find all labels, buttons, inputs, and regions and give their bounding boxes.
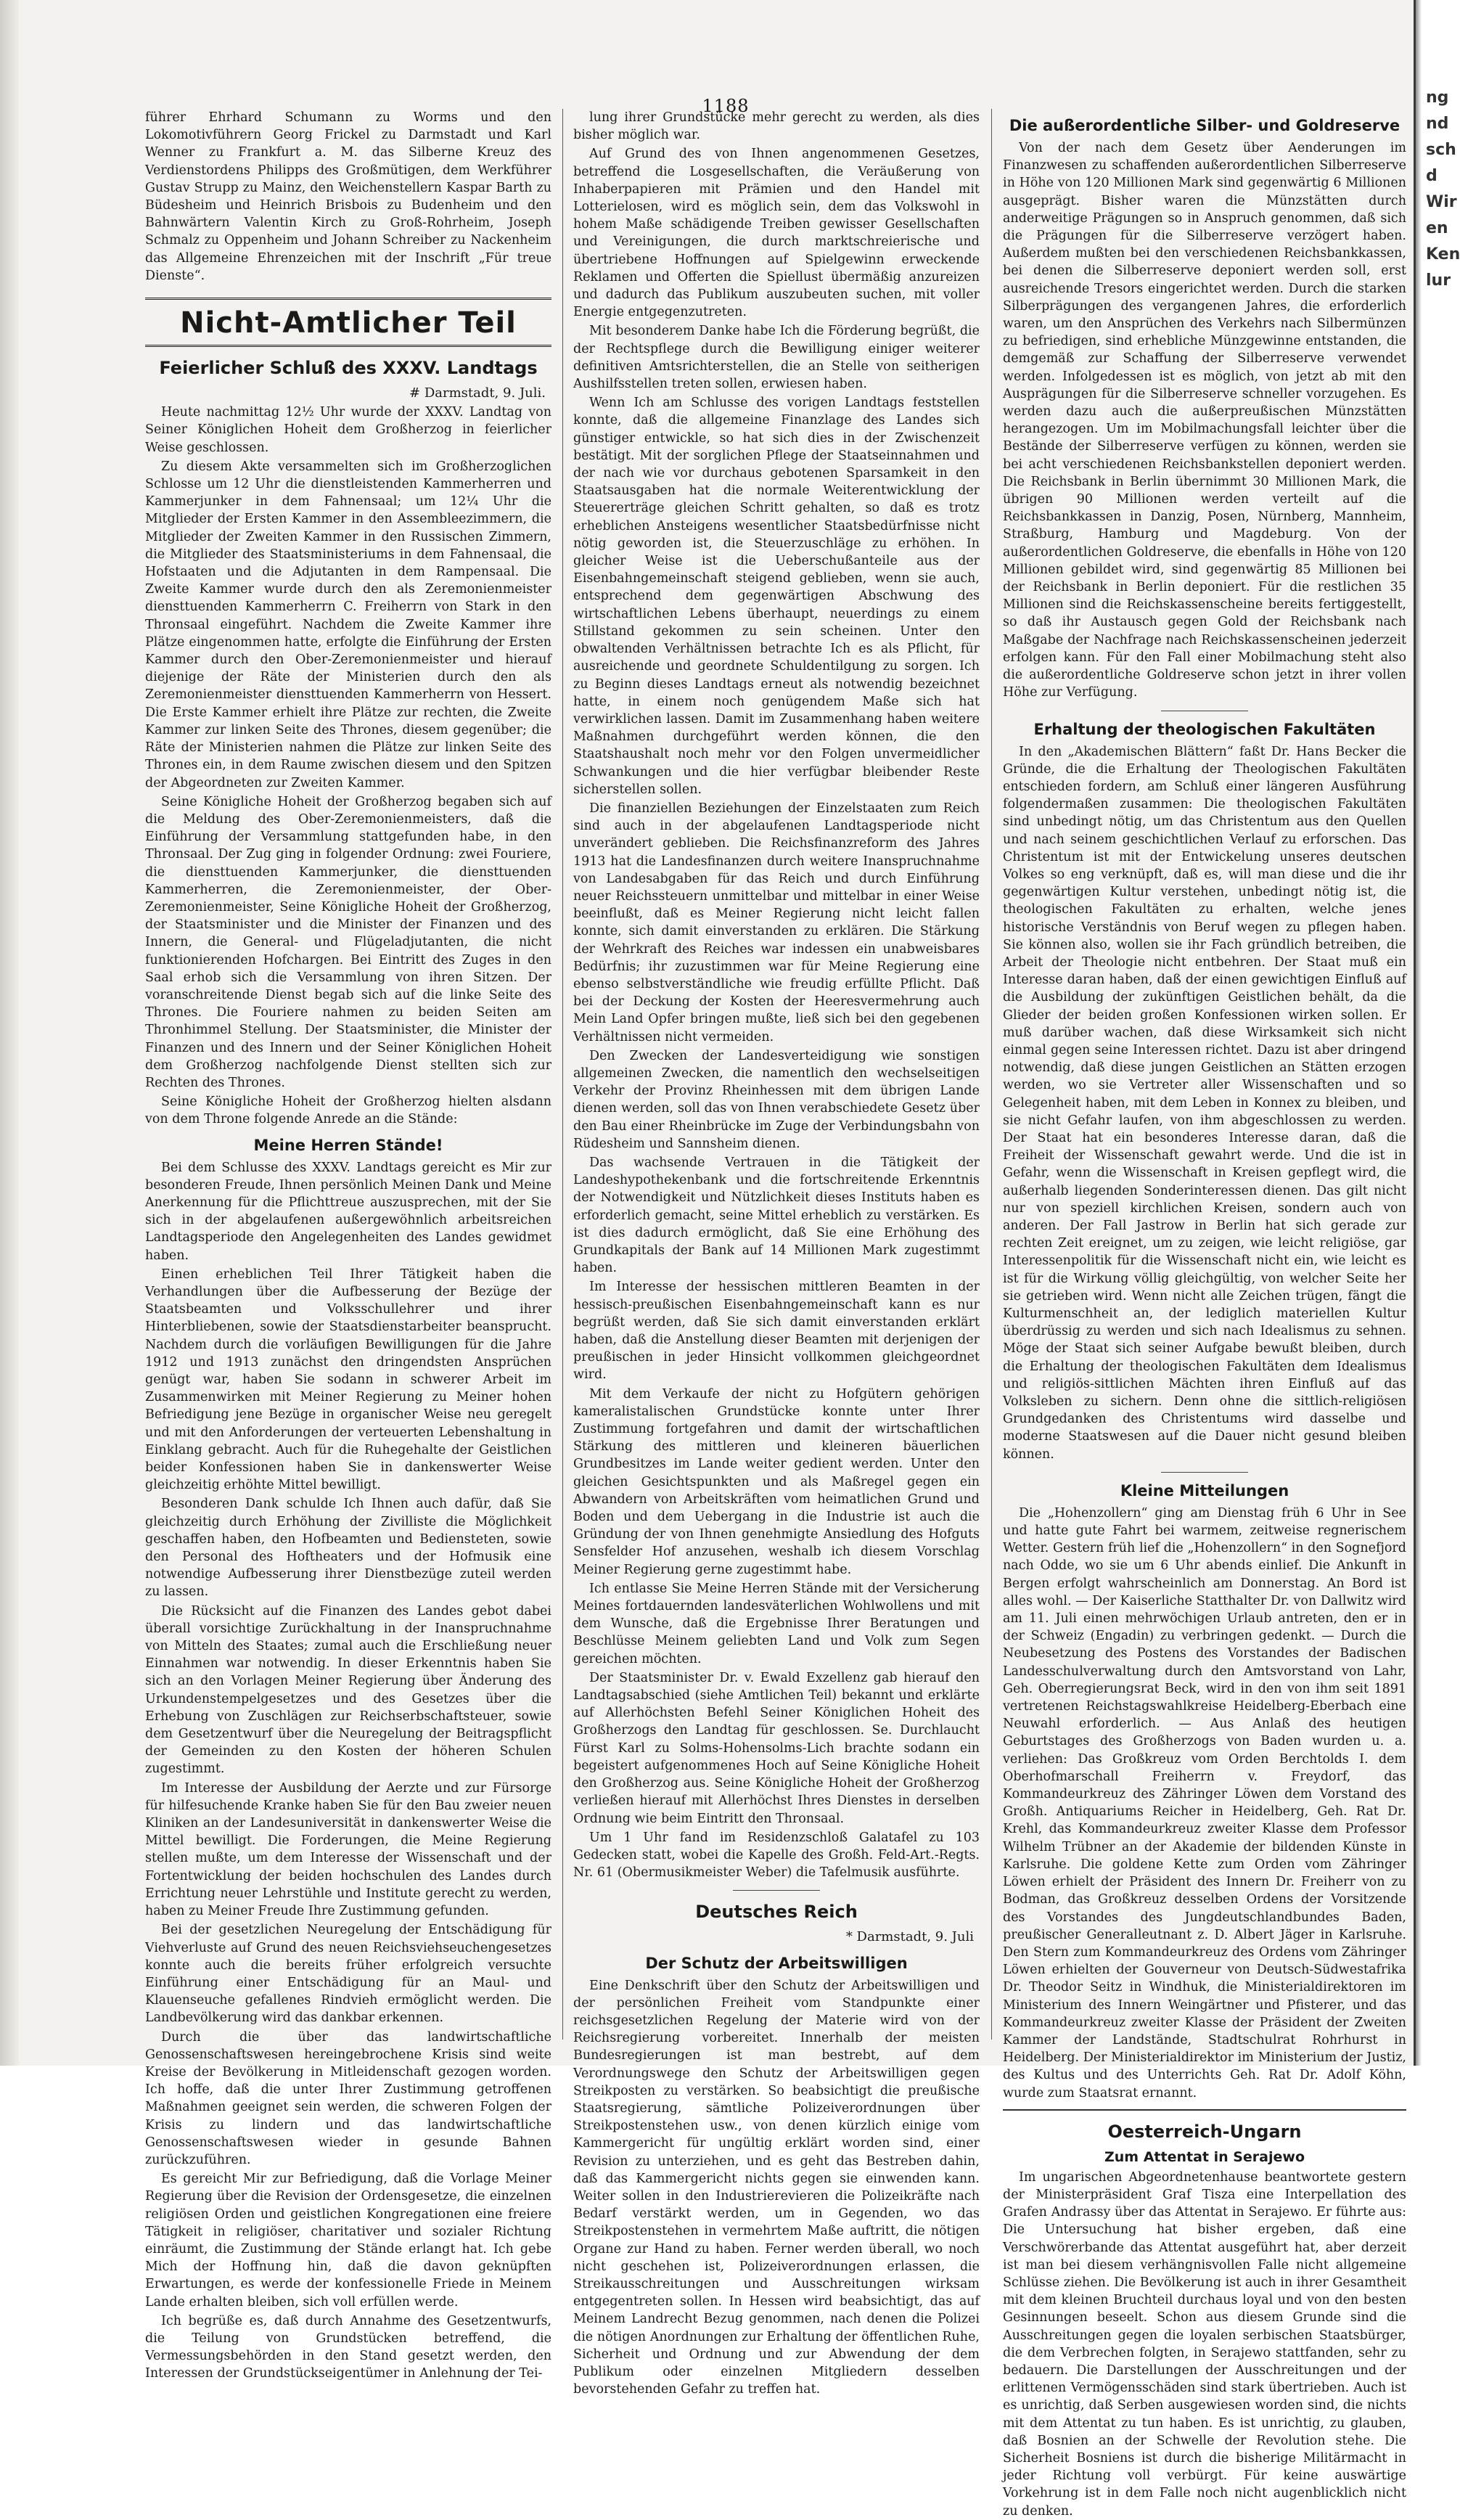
article-body-arbeitswillige: [573, 1977, 980, 2399]
article-headline-mitteilungen: Kleine Mitteilungen: [1120, 1481, 1289, 1500]
paragraph: Den Zwecken der Landesverteidigung wie sonstigen allgemeinen Zwecken, die namentlich den wechselseitigen Verkehr der Provinz Rheinhessen mit dem übrigen Lande dienen werden, soll das von Ihnen verabschiedete Gesetz über den Bau einer Rheinbrücke im Zuge der Verbindungsbahn von Rüdesheim und Sannsheim dienen.: [573, 1048, 980, 1151]
paragraph: Wenn Ich am Schlusse des vorigen Landtags feststellen konnte, daß die allgemeine Finanzlage des Landes sich günstiger entwickle, so hat sich dies in der Zwischenzeit bestätigt. Mit der sorglichen Pflege der Staatseinnahmen und der nach wie vor durchaus gebotenen Sparsamkeit in den Staatsausgaben hat die normale Weiterentwicklung der Steuererträge gleichen Schritt gehalten, so daß es trotz erheblichen Ansteigens wesentlicher Staatsbedürfnisse nicht nötig geworden ist, die Steuerzuschläge zu erhöhen. In gleicher Weise ist die Ueberschußanteile aus der Eisenbahngemeinschaft steigend geblieben, wenn sie auch, entsprechend dem gegenwärtigen Abschwung des wirtschaftlichen Lebens überhaupt, neuerdings zu einem Stillstand gekommen zu sein scheinen. Unter den obwaltenden Verhältnissen betrachte Ich es als Pflicht, für ausreichende und geordnete Schuldentilgung zu sorgen. Ich zu Beginn dieses Landtags erneut als notwendig bezeichnet hatte, in einem noch genügendem Maße sich hat verwirklichen lassen. Damit im Zusammenhang haben weitere Maßnahmen durchgeführt werden können, die den Staatshaushalt noch mehr vor den Folgen unvermeidlicher Schwankungen und die hier verfügbar bleibender Reste sicherstellen sollen.: [573, 396, 980, 797]
edge-fragment: sch: [1426, 141, 1456, 159]
article-body-reserve: [1003, 139, 1406, 702]
article-body-fakultaeten: [1003, 743, 1406, 1463]
speech-subhead: Meine Herren Stände!: [253, 1136, 443, 1154]
adjacent-page-fragments: [1426, 87, 1460, 296]
paragraph: Eine Denkschrift über den Schutz der Arbeitswilligen und der persönlichen Freiheit vom Standpunkte einer reichsgesetzlichen Regelung der Materie wird von der Reichsregierung vorbereitet. Innerhalb der meisten Bundesregierungen ist man bestrebt, auf dem Verordnungswege den Schutz der Arbeitswilligen gegen Streikposten zu verstärken. So beabsichtigt die preußische Staatsregierung, sämtliche Polizeiverordnungen über Streikpostenstehen usw., von denen kürzlich einige vom Kammergericht für ungültig erklärt worden sind, einer Revision zu unterziehen, und es geht das Bestreben dahin, daß das Kammergericht nichts gegen sie einwenden kann. Weiter sollen in den Industrierevieren die Polizeikräfte nach Bedarf verstärkt werden, um in Gegenden, wo das Streikpostenstehen in vermehrtem Maße auftritt, die nötigen Organe zur Hand zu haben. Ferner werden überall, wo noch nicht geschehen ist, Polizeiverordnungen erlassen, die Streikausschreitungen und Ausschreitungen wirksam entgegentreten sollen. In Hessen wird beabsichtigt, das auf Meinem Landrecht Bezug genommen, nach denen die Polizei die nötigen Anordnungen zur Erhaltung der öffentlichen Ruhe, Sicherheit und Ordnung und zur Abwendung der dem Publikum oder einzelnen Mitgliedern desselben bevorstehenden Gefahr zu treffen hat.: [573, 1978, 980, 2397]
paragraph: Heute nachmittag 12½ Uhr wurde der XXXV. Landtag von Seiner Königlichen Hoheit dem Großherzog in feierlicher Weise geschlossen.: [145, 405, 551, 455]
paragraph: Auf Grund des von Ihnen angenommenen Gesetzes, betreffend die Losgesellschaften, die Veräußerung von Inhaberpapieren mit Prämien und den Handel mit Lotterielosen, wird es möglich sein, dem das Volkswohl in hohem Maße schädigende Treiben gewisser Gesellschaften und Vereinigungen, die durch marktschreierische und übertriebene Hoffnungen auf Spielgewinn erweckende Reklamen und Offerten die Spiellust übermäßig anzureizen und dadurch das Publikum auszubeuten suchen, mit voller Energie entgegenzutreten.: [573, 147, 980, 320]
article-headline-arbeitswillige: Der Schutz der Arbeitswilligen: [645, 1954, 908, 1972]
edge-fragment: en: [1426, 219, 1448, 237]
column-1: [145, 109, 551, 2381]
speech-body: [145, 1159, 551, 2383]
paragraph: Seine Königliche Hoheit der Großherzog hielten alsdann von dem Throne folgende Anrede an die Stände:: [145, 1095, 551, 1127]
paragraph: Es gereicht Mir zur Befriedigung, daß die Vorlage Meiner Regierung über die Revision der Ordensgesetze, die einzelnen religiösen Orden und geistlichen Kongregationen eine freiere Tätigkeit in religiöser, charitativer und sozialer Richtung einräumt, die Zustimmung der Stände erlangt hat. Ich gebe Mich der Hoffnung hin, daß die davon geknüpften Erwartungen, es werde der konfessionelle Friede in Meinem Lande erhalten bleiben, sich voll erfüllen werde.: [145, 2172, 551, 2310]
paragraph: Im Interesse der Ausbildung der Aerzte und zur Fürsorge für hilfesuchende Kranke haben Sie für den Bau zweier neuen Kliniken an der Landesuniversität in dankenswerter Weise die Mittel bewilligt. Die Forderungen, die Meine Regierung stellen mußte, um dem Interesse der Wissenschaft und der Fortentwicklung der beiden hochschulen des Landes durch Errichtung neuer Lehrstühle und Institute gerecht zu werden, haben zu Meiner Freude Ihre Zustimmung gefunden.: [145, 1780, 551, 1919]
article-body-mitteilungen: [1003, 1505, 1406, 2102]
column-3: [1003, 109, 1406, 2519]
dateline: * Darmstadt, 9. Juli: [845, 1929, 974, 1945]
paragraph: Ich entlasse Sie Meine Herren Stände mit der Versicherung Meines fortdauernden landesväterlichen Wohlwollens und mit dem Wunsche, daß die Ergebnisse Ihrer Beratungen und Beschlüsse Meinem geliebten Land und Volk zum Segen gereichen möchten.: [573, 1581, 980, 1666]
edge-fragment: nd: [1426, 115, 1449, 133]
edge-fragment: Wir: [1426, 193, 1457, 211]
paragraph: Die finanziellen Beziehungen der Einzelstaaten zum Reich sind auch in der abgelaufenen Landtagsperiode nicht unverändert geblieben. Die Reichsfinanzreform des Jahres 1913 hat die Landesfinanzen durch weitere Inanspruchnahme von Landesabgaben für das Reich und durch Einführung neuer Reichssteuern unmittelbar und mittelbar in einer Weise beeinflußt, daß es Meiner Regierung nicht leicht fallen konnte, sich damit einverstanden zu erklären. Die Stärkung der Wehrkraft des Reiches war indessen ein unabweisbares Bedürfnis; ihr zuzustimmen war für Meine Regierung eine ebenso selbstverständliche wie freudig erfüllte Pflicht. Daß bei der Deckung der Kosten der Heeresvermehrung auch Mein Land Opfer bringen mußte, ließ sich bei den gegebenen Verhältnissen nicht vermeiden.: [573, 801, 980, 1044]
column-2: [573, 109, 980, 2397]
divider-rule: [1003, 2109, 1406, 2111]
article-headline-landtag: Feierlicher Schluß des XXXV. Landtags: [159, 358, 538, 379]
paragraph: Mit dem Verkaufe der nicht zu Hofgütern gehörigen kameralistalischen Grundstücke konnte unter Ihrer Zustimmung fortgefahren und damit der wirtschaftlichen Stärkung des mittleren und kleineren bäuerlichen Grundbesitzes im Lande weiter gedient werden. Unter den gleichen Gesichtspunkten und als Maßregel gegen ein Abwandern von Arbeitskräften vom heimatlichen Grund und Boden und dem Uebergang in die Industrie ist auch die Gründung der von Ihnen genehmigte Ansiedlung des Hofguts Sensfelder Hof anzusehen, weshalb ich diesem Vorschlag Meiner Regierung gerne zugestimmt habe.: [573, 1386, 980, 1577]
adjacent-page-edge: [1414, 0, 1460, 2066]
paragraph: Im ungarischen Abgeordnetenhause beantwortete gestern der Ministerpräsident Graf Tisza eine Interpellation des Grafen Andrassy über das Attentat in Serajewo. Er führte aus: Die Untersuchung hat bisher ergeben, daß eine Verschwörerbande das Attentat ausgeführt hat, aber derzeit ist man bei diesem verhängnisvollen Falle nicht allgemeine Schlüsse ziehen. Die Bevölkerung ist auch in ihrer Gesamtheit mit dem kleinen Bruchteil durchaus loyal und von den besten Gesinnungen beseelt. Schon aus diesem Grunde sind die Ausschreitungen gegen die loyalen serbischen Staatsbürger, die dem Verbrechen folgten, in Serajewo stattfanden, sehr zu bedauern. Die Darstellungen der Ausschreitungen und der erlittenen Vermögensschäden sind stark übertrieben. Auch ist es unrichtig, daß Serben ausgewiesen worden sind, die nichts mit dem Attentat zu tun haben. Es ist unrichtig, zu glauben, daß Bosnien an der Schwelle der Revolution stehe. Die Sicherheit Bosniens ist durch die bisherige Militärmacht in jeder Richtung voll verbürgt. Für keine auswärtige Vorkehrung ist in dem Falle noch nicht augenblicklich nicht zu denken.: [1003, 2169, 1406, 2519]
paragraph: Einen erheblichen Teil Ihrer Tätigkeit haben die Verhandlungen über die Aufbesserung der Bezüge der Staatsbeamten und Volksschullehrer und ihrer Hinterbliebenen, sowie der Staatsdienstarbeiter beansprucht. Nachdem durch die vorläufigen Bewilligungen für die Jahre 1912 und 1913 zunächst den dringendsten Ansprüchen genügt war, haben Sie sodann in schwerer Arbeit im Zusammenwirken mit Meiner Regierung zu Meiner hohen Befriedigung jene Bezüge in organischer Weise neu geregelt und mit den Anforderungen der verteuerten Lebenshaltung in Einklang gebracht. Auch für die Ruhegehalte der Geistlichen beider Konfessionen haben Sie in dankenswerter Weise gleichzeitig erhöhte Mittel bewilligt.: [145, 1267, 551, 1493]
column-divider: [991, 109, 992, 2040]
section-title-oesterreich: Oesterreich-Ungarn: [1107, 2121, 1302, 2142]
paragraph: Das wachsende Vertrauen in die Tätigkeit der Landeshypothekenbank und die fortschreitende Erkenntnis der Notwendigkeit und Nützlichkeit dieses Instituts haben es erforderlich gemacht, seine Mittel erheblich zu verstärken. Es ist dies dadurch ermöglicht, daß Sie eine Erhöhung des Grundkapitals der Bank auf 14 Millionen Mark zugestimmt haben.: [573, 1155, 980, 1276]
paragraph: Von der nach dem Gesetz über Aenderungen im Finanzwesen zu schaffenden außerordentlichen Silberreserve in Höhe von 120 Millionen Mark sind gegenwärtig 6 Millionen ausgeprägt. Bisher waren die Münzstätten durch anderweitige Prägungen so in Anspruch genommen, daß sich die Prägungen für die Silberreserve verzögert haben. Außerdem mußten bei den verschiedenen Reichsbankkassen, bei denen die Silberreserve deponiert werden soll, erst ausreichende Tresors eingerichtet werden. Durch die starken Silberprägungen des vergangenen Jahres, die erforderlich waren, um den Ansprüchen des Verkehrs nach Silbermünzen zu befriedigen, sind erhebliche Münzgewinne entstanden, die demgemäß zur Schaffung der Silberreserve verwendet werden. Infolgedessen ist es möglich, von jetzt ab mit den Ausprägungen für die Silberreserve schneller vorzugehen. Es werden dazu auch die außerpreußischen Münzstätten herangezogen. Um im Mobilmachungsfall leichter über die Bestände der Silberreserve verfügen zu können, werden sie bei acht verschiedenen Reichsbankstellen deponiert werden. Die Reichsbank in Berlin übernimmt 30 Millionen Mark, die übrigen 90 Millionen werden verteilt auf die Reichsbankkassen in Danzig, Posen, Nürnberg, Mannheim, Straßburg, Hamburg und Magdeburg. Von der außerordentlichen Goldreserve, die ebenfalls in Höhe von 120 Millionen gebildet wird, sind gegenwärtig 85 Millionen bei der Reichsbank in Berlin deponiert. Für die restlichen 35 Millionen sind die Reichskassenscheine bereits fertiggestellt, so daß ihr Austausch gegen Gold der Reichsbank nach Maßgabe der Nachfrage nach Reichskassenscheinen jederzeit erfolgen kann. Für den Fall einer Mobilmachung steht also die außerordentliche Goldreserve schon jetzt in ihrer vollen Höhe zur Verfügung.: [1003, 141, 1406, 700]
column-divider: [562, 109, 563, 2040]
paragraph: Besonderen Dank schulde Ich Ihnen auch dafür, daß Sie gleichzeitig durch Erhöhung der Zivilliste die Möglichkeit geschaffen haben, den Hofbeamten und Bediensteten, sowie den Personal des Hoftheaters und der Hofmusik eine notwendige Aufbesserung ihrer Dienstbezüge zuteil werden zu lassen.: [145, 1497, 551, 1600]
section-banner: Nicht-Amtlicher Teil: [145, 298, 551, 347]
paragraph: Der Staatsminister Dr. v. Ewald Exzellenz gab hierauf den Landtagsabschied (siehe Amtlichen Teil) bekannt und erklärte auf Allerhöchsten Befehl Seiner Königlichen Hoheit des Großherzogs den Landtag für geschlossen. Se. Durchlaucht Fürst Karl zu Solms-Hohensolms-Lich brachte sodann ein begeistert aufgenommenes Hoch auf Seine Königliche Hoheit den Großherzog aus. Seine Königliche Hoheit der Großherzog verließen hierauf mit Allerhöchst Ihres Dienstes in derselben Ordnung wie beim Eintritt den Thronsaal.: [573, 1670, 980, 1826]
paragraph: Bei der gesetzlichen Neuregelung der Entschädigung für Viehverluste auf Grund des neuen Reichsviehseuchengesetzes konnte auch die bereits früher erfolgreich versuchte Einführung einer Entschädigung für an Maul- und Klauenseuche gefallenes Rindvieh ermöglicht werden. Die Landbevölkerung wird das dankbar erkennen.: [145, 1923, 551, 2026]
article-headline-fakultaeten: Erhaltung der theologischen Fakultäten: [1033, 720, 1376, 738]
speech-continuation: [573, 109, 980, 1881]
column-1-intro: führer Ehrhard Schumann zu Worms und den Lokomotivführern Georg Frickel zu Darmstadt und Karl Wenner zu Frankfurt a. M. das Silberne Kreuz des Verdienstordens Philipps des Großmütigen, dem Werkführer Gustav Strupp zu Mainz, den Weichenstellern Kaspar Barth zu Büdesheim und Heinrich Brisbois zu Budenheim und den Bahnwärtern Valentin Kirch zu Groß-Rohrheim, Joseph Schmalz zu Oppenheim und Johann Schreiber zu Nackenheim das Allgemeine Ehrenzeichen mit der Inschrift „Für treue Dienste“.: [145, 110, 551, 283]
divider-rule: [733, 1890, 820, 1891]
paragraph: Zu diesem Akte versammelten sich im Großherzoglichen Schlosse um 12 Uhr die dienstleistenden Kammerherren und Kammerjunker in dem Fahnensaal; um 12¼ Uhr die Mitglieder der Ersten Kammer in den Assembleezimmern, die Mitglieder der Zweiten Kammer in den Russischen Zimmern, die Mitglieder des Staatsministeriums in dem Fahnensaal, die Hofstaaten und die Adjutanten in dem Rampensaal. Die Zweite Kammer wurde durch den als Zeremonienmeister diensttuenden Kammerherrn C. Freiherrn von Stark in den Thronsaal eingeführt. Nachdem die Zweite Kammer ihre Plätze eingenommen hatte, erfolgte die Einführung der Ersten Kammer durch den Ober-Zeremonienmeister und hierauf diejenige der Räte der Ministerien durch den als Zeremonienmeister diensttuenden Kammerherrn von Hessert. Die Erste Kammer erhielt ihre Plätze zur rechten, die Zweite Kammer zur linken Seite des Thrones, diesem gegenüber; die Räte der Ministerien nahmen die Plätze zur linken Seite des Thrones ein, in dem Raume zwischen diesem und den Spitzen der Abgeordneten zur Zweiten Kammer.: [145, 459, 551, 790]
edge-fragment: lur: [1426, 271, 1451, 290]
section-title-deutsches-reich: Deutsches Reich: [695, 1902, 858, 1923]
edge-fragment: d: [1426, 167, 1438, 185]
paragraph: Bei dem Schlusse des XXXV. Landtags gereicht es Mir zur besonderen Freude, Ihnen persönlich Meinen Dank und Meine Anerkennung für die Pflichttreue auszusprechen, mit der Sie sich in der abgelaufenen außergewöhnlich arbeitsreichen Landtagsperiode den Angelegenheiten des Landes gewidmet haben.: [145, 1160, 551, 1263]
paragraph: In den „Akademischen Blättern“ faßt Dr. Hans Becker die Gründe, die die Erhaltung der Theologischen Fakultäten entschieden fordern, am Schluß einer längeren Ausführung folgendermaßen zusammen: Die theologischen Fakultäten sind unbedingt nötig, um das Christentum aus den Quellen und nach seinem geschichtlichen Verlauf zu erforschen. Das Christentum ist mit der Entwickelung unseres deutschen Volkes so eng verknüpft, daß es, will man diese und die ihr gegenwärtigen Kultur verstehen, unbedingt nötig ist, die theologischen Fakultäten zu erhalten, welche jenes historische Verständnis von Beruf wegen zu pflegen haben. Sie können also, wollen sie ihr Fach gründlich betreiben, die Arbeit der Theologie nicht entbehren. Der Staat muß ein Interesse daran haben, daß der einen gewichtigen Einfluß auf die Ausbildung der zukünftigen Geistlichen behält, da die Glieder der beiden großen Konfessionen wirken sollen. Er muß darüber wachen, daß diese Wirksamkeit sich nicht einmal gegen seine Interessen richtet. Dazu ist aber dringend notwendig, daß diese jungen Geistlichen an Stätten erzogen werden, wo sie Vertreter aller Wissenschaften und so Gelegenheit haben, mit dem Leben in Konnex zu bleiben, und sie nicht Gefahr laufen, von ihm abgeschlossen zu werden. Der Staat hat ein besonderes Interesse daran, daß die Freiheit der Wissenschaft gewahrt werde. Und die ist in Gefahr, wenn die Wissenschaft in Kreisen gepflegt wird, die außerhalb liegenden Sonderinteressen dienen. Das gilt nicht nur von speziell kirchlichen Kreisen, sondern auch von anderen. Der Fall Jastrow in Berlin hat sich gerade zur rechten Zeit ereignet, um zu zeigen, wie leicht religiöse, gar Interessenpolitik für die Wissenschaft nicht ein, wie leicht es ist für die Wirkung völlig gleichgültig, von welcher Seite her sie getrieben wird. Wenn nicht alle Zeichen trügen, fängt die Kulturmenschheit an, der lediglich materiellen Kultur überdrüssig zu werden und sich nach Idealismus zu sehnen. Möge der Staat sich seiner Aufgabe bewußt bleiben, durch die Erhaltung der theologischen Fakultäten dem Idealismus und religiös-sittlichen Mächten ihren Einfluß auf das Volksleben zu sichern. Denn ohne die sittlich-religiösen Grundgedanken des Christentums wird dasselbe und moderne Staatswesen auf die Dauer nicht gesund bleiben können.: [1003, 744, 1406, 1462]
paragraph: Im Interesse der hessischen mittleren Beamten in der hessisch-preußischen Eisenbahngemeinschaft kann es nur begrüßt werden, daß Sie sich damit einverstanden erklärt haben, daß die Anstellung dieser Beamten mit derjenigen der preußischen in jeder Hinsicht vollkommen gleichgeordnet wird.: [573, 1280, 980, 1383]
paragraph: Die „Hohenzollern“ ging am Dienstag früh 6 Uhr in See und hatte gute Fahrt bei warmem, zeitweise regnerischem Wetter. Gestern früh lief die „Hohenzollern“ in den Sognefjord nach Odde, wo sie um 6 Uhr abends einlief. Die Ankunft in Bergen erfolgt wahrscheinlich am Donnerstag. An Bord ist alles wohl. — Der Kaiserliche Statthalter Dr. von Dallwitz wird am 11. Juli einen mehrwöchigen Urlaub antreten, den er in der Schweiz (Engadin) zu verbringen gedenkt. — Durch die Neubesetzung des Postens des Vorstandes der Badischen Landesschulverwaltung durch den Amtsvorstand von Lahr, Geh. Oberregierungsrat Beck, wird in den von ihm seit 1891 vertretenen Reichstagswahlkreise Heidelberg-Eberbach eine Neuwahl erforderlich. — Aus Anlaß des heutigen Geburtstages des Großherzogs von Baden wurden u. a. verliehen: Das Großkreuz vom Orden Berchtolds I. dem Oberhofmarschall Freiherrn v. Freydorf, das Kommandeurkreuz des Zähringer Löwen dem Vorstand des Großh. Antiquariums Reicher in Heidelberg, Geh. Rat Dr. Krehl, das Kommandeurkreuz zweiter Klasse dem Professor Wilhelm Trübner an der Akademie der bildenden Künste in Karlsruhe. Die goldene Kette zum Orden vom Zähringer Löwen erhielt der Präsident des Innern Dr. Freiherr von zu Bodman, das Großkreuz desselben Ordens der Vorsitzende des Vorstandes des Jungdeutschlandbundes Baden, preußischer Generalleutnant z. D. Albert Jäger in Karlsruhe. Den Stern zum Kommandeurkreuz des Ordens vom Zähringer Löwen erhielten der Gouverneur von Deutsch-Südwestafrika Dr. Theodor Seitz in Windhuk, die Ministerialdirektoren im Ministerium des Innern Weingärtner und Pfisterer, und das Kommandeurkreuz zweiter Klasse der Präsident der Zweiten Kammer der Landstände, Stadtschulrat Rohrhurst in Heidelberg. Der Ministerialdirektor im Ministerium der Justiz, des Kultus und des Unterrichts Geh. Rat Dr. Adolf Köhn, wurde zum Staatsrat ernannt.: [1003, 1505, 1406, 2100]
divider-rule: [1161, 1472, 1248, 1473]
paragraph: Mit besonderem Danke habe Ich die Förderung begrüßt, die der Rechtspflege durch die Bewilligung einiger weiterer definitiven Amtsrichterstellen, die an Stelle von seitherigen Aushilfsstellen treten sollen, erwiesen haben.: [573, 324, 980, 392]
article-body-landtag: [145, 404, 551, 1128]
page-number: 1188: [702, 96, 750, 116]
gutter-shadow: [1416, 0, 1422, 2066]
article-headline-attentat: Zum Attentat in Serajewo: [1104, 2148, 1305, 2165]
edge-fragment: ng: [1426, 89, 1449, 107]
dateline: # Darmstadt, 9. Juli.: [409, 385, 546, 401]
edge-fragment: Ken: [1426, 245, 1460, 263]
paragraph: lung ihrer Grundstücke mehr gerecht zu werden, als dies bisher möglich war.: [573, 110, 980, 143]
paragraph: Durch die über das landwirtschaftliche Genossenschaftswesen hereingebrochene Krisis sind weite Kreise der Bevölkerung in Mitleidenschaft gezogen worden. Ich hoffe, daß die unter Ihrer Zustimmung getroffenen Maßnahmen geeignet sein werden, die schweren Folgen der Krisis zu lindern und das landwirtschaftliche Genossenschaftswesen wieder in gesunde Bahnen zurückzuführen.: [145, 2029, 551, 2167]
paragraph: Seine Königliche Hoheit der Großherzog begaben sich auf die Meldung des Ober-Zeremonienmeisters, daß die Einführung der Versammlung stattgefunden habe, in den Thronsaal. Der Zug ging in folgender Ordnung: zwei Fouriere, die diensttuenden Kammerjunker, die diensttuenden Kammerherren, die Zeremonienmeister, der Ober-Zeremonienmeister, Seine Königliche Hoheit der Großherzog, der Staatsminister und die Minister der Finanzen und des Innern, die General- und Flügeladjutanten, die nicht funktionierenden Hofchargen. Bei Eintritt des Zuges in den Saal erhob sich die Versammlung von ihren Sitzen. Der voranschreitende Dienst begab sich auf die linke Seite des Thrones. Die Fouriere nahmen zu beiden Seiten am Thronhimmel Stellung. Der Staatsminister, die Minister der Finanzen und des Innern und der Seiner Königlichen Hoheit dem Großherzog nachfolgende Dienst stellten sich zur Rechten des Thrones.: [145, 794, 551, 1090]
paragraph: Um 1 Uhr fand im Residenzschloß Galatafel zu 103 Gedecken statt, wobei die Kapelle des Großh. Feld-Art.-Regts. Nr. 61 (Obermusikmeister Weber) die Tafelmusik ausführte.: [573, 1830, 980, 1881]
paragraph: Ich begrüße es, daß durch Annahme des Gesetzentwurfs, die Teilung von Grundstücken betreffend, die Vermessungsbehörden in den Stand gesetzt werden, den Interessen der Grundstückseigentümer in Anlehnung der Tei-: [145, 2313, 551, 2381]
article-body-attentat: [1003, 2169, 1406, 2520]
scan-left-edge: [0, 0, 19, 2066]
paragraph: Die Rücksicht auf die Finanzen des Landes gebot dabei überall vorsichtige Zurückhaltung in der Inanspruchnahme von Mitteln des Staates; zumal auch die Erschließung neuer Einnahmen war notwendig. In dieser Erkenntnis haben Sie sich an den Vorlagen Meiner Regierung über Änderung des Urkundenstempelgesetzes und des Gesetzes über die Erhebung von Zuschlägen zur Reichserbschaftsteuer, sowie dem Gesetzentwurf über die Neuregelung der Beitragspflicht der Gemeinden zu den Kosten der höheren Schulen zugestimmt.: [145, 1603, 551, 1777]
article-headline-reserve: Die außerordentliche Silber- und Goldreserve: [1009, 117, 1400, 134]
